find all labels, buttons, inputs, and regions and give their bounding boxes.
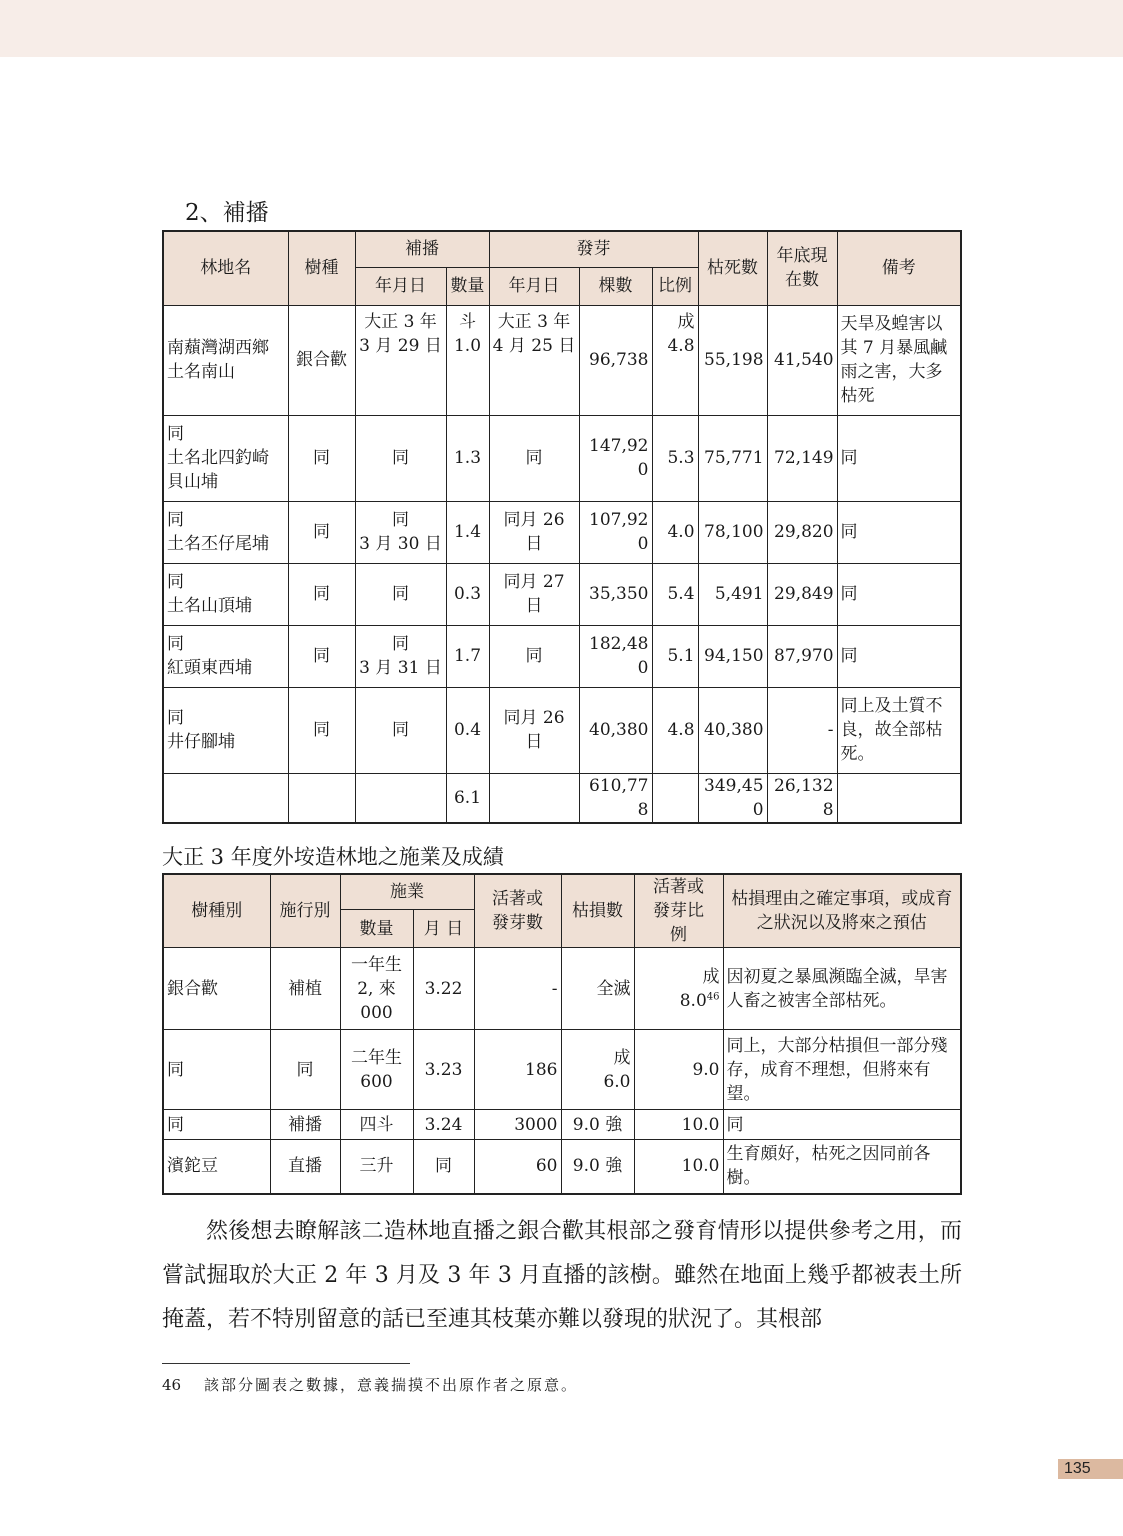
cell-notes: 同上，大部分枯損但一部分殘存，成育不理想，但將來有望。 [723,1030,961,1110]
header-germ-ratio: 比例 [652,267,698,305]
cell-germ-date: 同月 27 日 [489,563,579,625]
body-paragraph [162,1210,962,1342]
footnote [162,1374,578,1396]
cell-sowing-qty: 1.4 [446,501,489,563]
section-title: 2、補播 [185,200,269,226]
cell-survived: 60 [474,1140,561,1194]
page-number: 135 [1058,1459,1123,1479]
cell-site: 同 井仔腳埔 [163,687,288,773]
footnote-number: 46 [162,1376,182,1394]
header-remarks: 備考 [837,231,961,305]
header-qty: 數量 [340,910,413,948]
cell-year-end: 87,970 [767,625,837,687]
table-row [163,305,961,415]
header-damaged: 枯損數 [561,874,634,948]
cell-survived: 186 [474,1030,561,1110]
cell-year-end: - [767,687,837,773]
cell-remarks: 同上及土質不良，故全部枯死。 [837,687,961,773]
cell-germ-ratio: 5.1 [652,625,698,687]
cell-qty: 二年生 600 [340,1030,413,1110]
cell-species: 濱鉈豆 [163,1140,270,1194]
cell-site: 同 土名山頂埔 [163,563,288,625]
cell-notes: 同 [723,1110,961,1140]
footnote-divider [162,1363,410,1364]
cell-damaged: 成 6.0 [561,1030,634,1110]
header-notes: 枯損理由之確定事項，或成育之狀況以及將來之預估 [723,874,961,948]
cell-notes: 因初夏之暴風瀕臨全滅，旱害人畜之被害全部枯死。 [723,948,961,1030]
cell-remarks: 同 [837,625,961,687]
cell-damaged: 9.0 強 [561,1110,634,1140]
table-row [163,1140,961,1194]
header-germ-date: 年月日 [489,267,579,305]
cell-germ-date: 同月 26 日 [489,501,579,563]
cell-germ-count: 107,920 [579,501,652,563]
cell-remarks: 同 [837,415,961,501]
cell-damaged: 9.0 強 [561,1140,634,1194]
header-operation: 施業 [340,874,474,910]
table-row [163,1110,961,1140]
header-method: 施行別 [270,874,340,948]
header-sowing: 補播 [355,231,489,267]
cell-ratio: 10.0 [634,1140,723,1194]
cell-germ-ratio: 5.4 [652,563,698,625]
page-top-band [0,0,1123,57]
cell-sowing-date [355,773,446,823]
cell-germ-count: 40,380 [579,687,652,773]
cell-species: 同 [288,625,355,687]
cell-date: 3.23 [413,1030,474,1110]
cell-qty: 一年生 2, 來 000 [340,948,413,1030]
cell-germ-ratio: 4.8 [652,687,698,773]
header-dead: 枯死數 [698,231,767,305]
cell-species: 同 [288,563,355,625]
header-germination: 發芽 [489,231,698,267]
header-species: 樹種別 [163,874,270,948]
header-species: 樹種 [288,231,355,305]
cell-species: 同 [163,1110,270,1140]
cell-dead: 75,771 [698,415,767,501]
cell-qty: 三升 [340,1140,413,1194]
cell-germ-count: 35,350 [579,563,652,625]
table-total-row [163,773,961,823]
table-row [163,415,961,501]
afforestation-results-table [162,873,962,1195]
cell-germ-date: 同 [489,415,579,501]
ratio-value: 成 8.0 [679,966,720,1011]
table-row [163,948,961,1030]
cell-survived: - [474,948,561,1030]
cell-year-end: 29,820 [767,501,837,563]
header-year-end: 年底現在數 [767,231,837,305]
cell-method: 同 [270,1030,340,1110]
cell-sowing-date: 同 3 月 30 日 [355,501,446,563]
cell-germ-date: 大正 3 年 4 月 25 日 [489,305,579,415]
cell-sowing-qty: 1.3 [446,415,489,501]
paragraph-text: 然後想去瞭解該二造林地直播之銀合歡其根部之發育情形以提供參考之用，而嘗試掘取於大正 2 年 3 月及 3 年 3 月直播的該樹。雖然在地面上幾乎都被表土所掩蓋，若不特別留意的話已至連其枝葉亦難以發現的狀況了。其根部 [162,1219,962,1332]
cell-dead: 5,491 [698,563,767,625]
cell-germ-ratio [652,773,698,823]
cell-site: 同 紅頭東西埔 [163,625,288,687]
table-row [163,1030,961,1110]
cell-site: 南蘈灣湖西鄉 土名南山 [163,305,288,415]
cell-survived: 3000 [474,1110,561,1140]
cell-remarks: 同 [837,563,961,625]
cell-ratio: 10.0 [634,1110,723,1140]
cell-method: 直播 [270,1140,340,1194]
footnote-text: 該部分圖表之數據，意義揣摸不出原作者之原意。 [204,1376,579,1394]
table-row [163,687,961,773]
cell-sowing-date: 大正 3 年 3 月 29 日 [355,305,446,415]
cell-remarks [837,773,961,823]
cell-germ-ratio: 5.3 [652,415,698,501]
cell-germ-date: 同月 26 日 [489,687,579,773]
cell-sowing-qty-total: 6.1 [446,773,489,823]
cell-sowing-qty: 0.4 [446,687,489,773]
header-date: 月 日 [413,910,474,948]
cell-species: 同 [163,1030,270,1110]
cell-ratio [634,948,723,1030]
cell-date: 同 [413,1140,474,1194]
cell-species [288,773,355,823]
cell-year-end: 72,149 [767,415,837,501]
cell-damaged: 全滅 [561,948,634,1030]
cell-germ-date [489,773,579,823]
table-row [163,501,961,563]
cell-notes: 生育頗好，枯死之因同前各樹。 [723,1140,961,1194]
table-row [163,563,961,625]
cell-germ-count: 96,738 [579,305,652,415]
footnote-ref[interactable]: 46 [706,990,720,1002]
cell-site: 同 土名北四釣崎貝山埔 [163,415,288,501]
cell-remarks: 天旱及蝗害以其 7 月暴風鹹雨之害，大多枯死 [837,305,961,415]
cell-dead: 94,150 [698,625,767,687]
cell-germ-ratio: 4.0 [652,501,698,563]
cell-germ-count: 182,480 [579,625,652,687]
cell-site: 同 土名丕仔尾埔 [163,501,288,563]
cell-germ-count: 147,920 [579,415,652,501]
cell-sowing-date: 同 [355,415,446,501]
cell-method: 補植 [270,948,340,1030]
header-ratio: 活著或發芽比例 [634,874,723,948]
cell-sowing-date: 同 [355,687,446,773]
cell-sowing-qty: 斗 1.0 [446,305,489,415]
reseeding-table [162,230,962,824]
cell-date: 3.22 [413,948,474,1030]
cell-species: 同 [288,415,355,501]
cell-year-end-total: 26,1328 [767,773,837,823]
cell-dead: 40,380 [698,687,767,773]
cell-sowing-qty: 0.3 [446,563,489,625]
cell-dead: 55,198 [698,305,767,415]
cell-sowing-date: 同 [355,563,446,625]
cell-remarks: 同 [837,501,961,563]
cell-ratio: 9.0 [634,1030,723,1110]
cell-site [163,773,288,823]
cell-germ-count-total: 610,778 [579,773,652,823]
cell-germ-ratio: 成 4.8 [652,305,698,415]
cell-species: 同 [288,501,355,563]
cell-species: 銀合歡 [288,305,355,415]
cell-year-end: 41,540 [767,305,837,415]
cell-dead: 78,100 [698,501,767,563]
table2-title: 大正 3 年度外垵造林地之施業及成績 [162,845,504,869]
cell-species: 同 [288,687,355,773]
header-survived: 活著或發芽數 [474,874,561,948]
cell-method: 補播 [270,1110,340,1140]
cell-date: 3.24 [413,1110,474,1140]
cell-species: 銀合歡 [163,948,270,1030]
cell-qty: 四斗 [340,1110,413,1140]
cell-dead-total: 349,450 [698,773,767,823]
cell-sowing-qty: 1.7 [446,625,489,687]
table-row [163,625,961,687]
cell-sowing-date: 同 3 月 31 日 [355,625,446,687]
cell-year-end: 29,849 [767,563,837,625]
header-sowing-date: 年月日 [355,267,446,305]
header-sowing-qty: 數量 [446,267,489,305]
header-site: 林地名 [163,231,288,305]
header-germ-count: 棵數 [579,267,652,305]
cell-germ-date: 同 [489,625,579,687]
